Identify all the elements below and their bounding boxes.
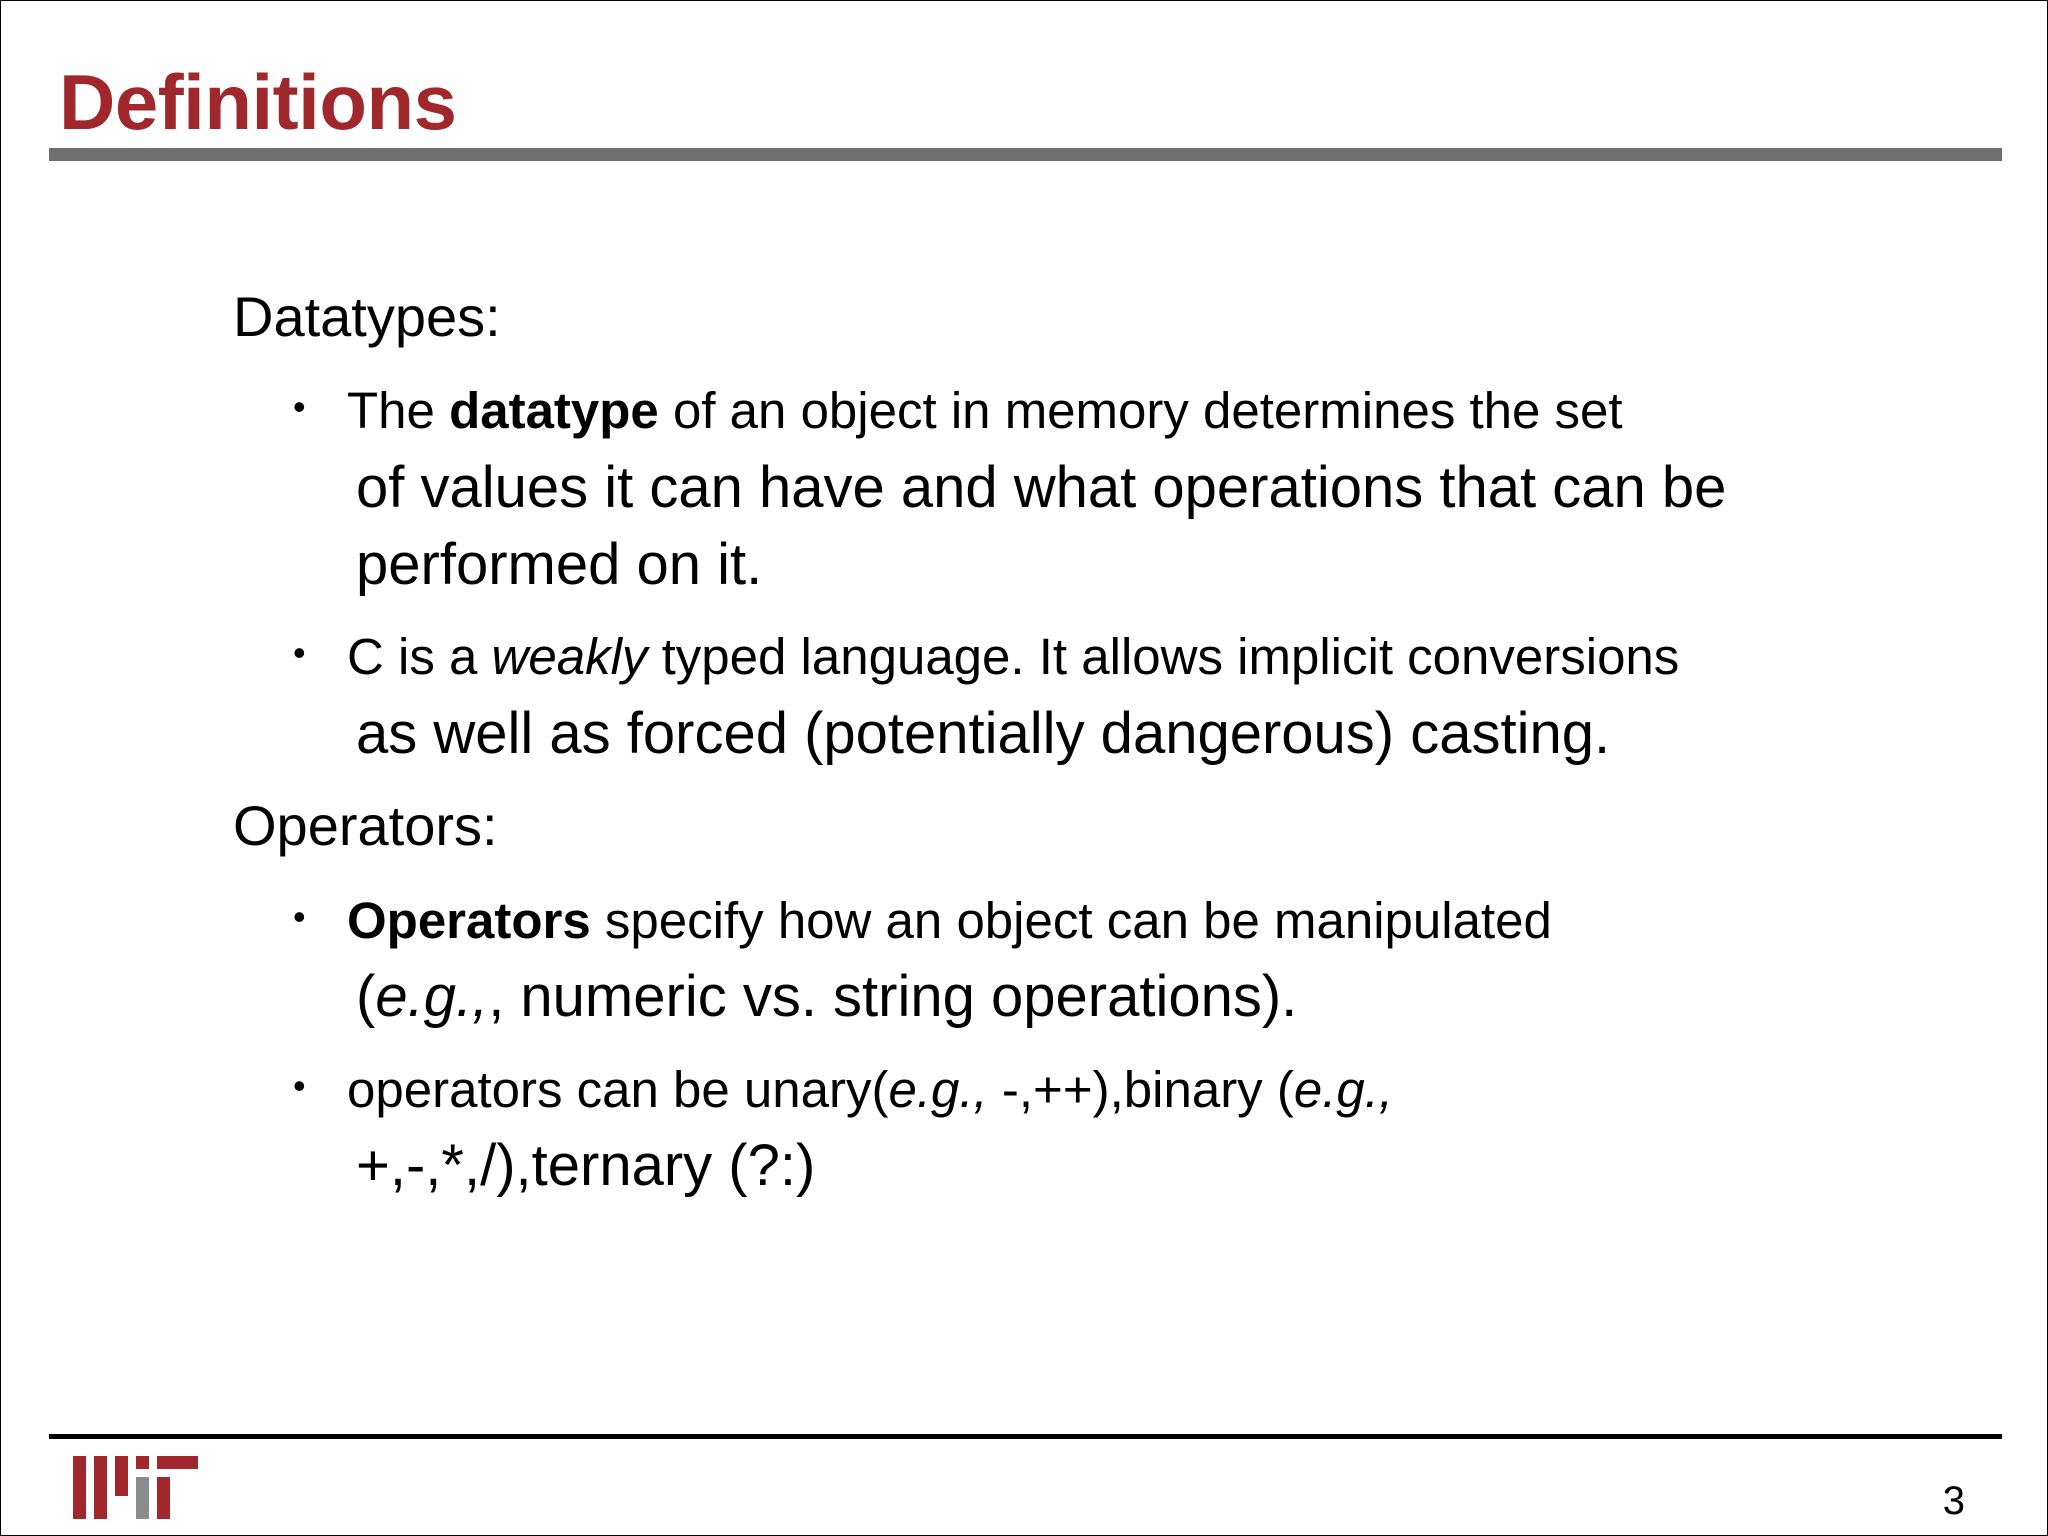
bullet-line bbox=[347, 1061, 1394, 1118]
text-run: , numeric vs. string operations). bbox=[488, 964, 1298, 1029]
bullet-line bbox=[347, 628, 1680, 685]
title-divider bbox=[49, 148, 2002, 161]
text-run: -,++),binary ( bbox=[987, 1061, 1294, 1118]
bullet-icon: • bbox=[293, 386, 306, 427]
page-number: 3 bbox=[1942, 1479, 1965, 1523]
bullet-line bbox=[347, 382, 1623, 439]
bold-term: Operators bbox=[347, 892, 591, 949]
text-run: ( bbox=[356, 964, 376, 1029]
bullet-continuation: +,-,*,/),ternary (?:) bbox=[356, 1133, 816, 1198]
bullet-icon: • bbox=[293, 632, 306, 673]
bullet-continuation bbox=[356, 964, 1298, 1029]
bold-term: datatype bbox=[449, 382, 659, 439]
bullet-continuation: as well as forced (potentially dangerous) casting. bbox=[356, 701, 1611, 766]
italic-term: e.g., bbox=[1293, 1061, 1394, 1118]
bullet-continuation: performed on it. bbox=[356, 532, 763, 597]
text-run: specify how an object can be manipulated bbox=[590, 892, 1552, 949]
bullet-icon: • bbox=[293, 1065, 306, 1106]
section-heading-operators: Operators: bbox=[233, 794, 498, 857]
mit-logo-icon bbox=[73, 1456, 198, 1519]
text-run: The bbox=[347, 382, 450, 439]
text-run: C is a bbox=[347, 628, 492, 685]
bullet-continuation: of values it can have and what operations that can be bbox=[356, 455, 1727, 520]
bullet-line bbox=[347, 892, 1552, 949]
bullet-icon: • bbox=[293, 896, 306, 937]
text-run: typed language. It allows implicit conversions bbox=[647, 628, 1680, 685]
section-heading-datatypes: Datatypes: bbox=[233, 285, 501, 348]
italic-term: weakly bbox=[491, 628, 648, 685]
text-run: operators can be unary( bbox=[347, 1061, 889, 1118]
italic-term: e.g., bbox=[888, 1061, 988, 1118]
footer-divider bbox=[49, 1434, 2002, 1439]
italic-term: e.g., bbox=[375, 964, 489, 1029]
slide-title: Definitions bbox=[59, 58, 457, 146]
text-run: of an object in memory determines the set bbox=[658, 382, 1623, 439]
